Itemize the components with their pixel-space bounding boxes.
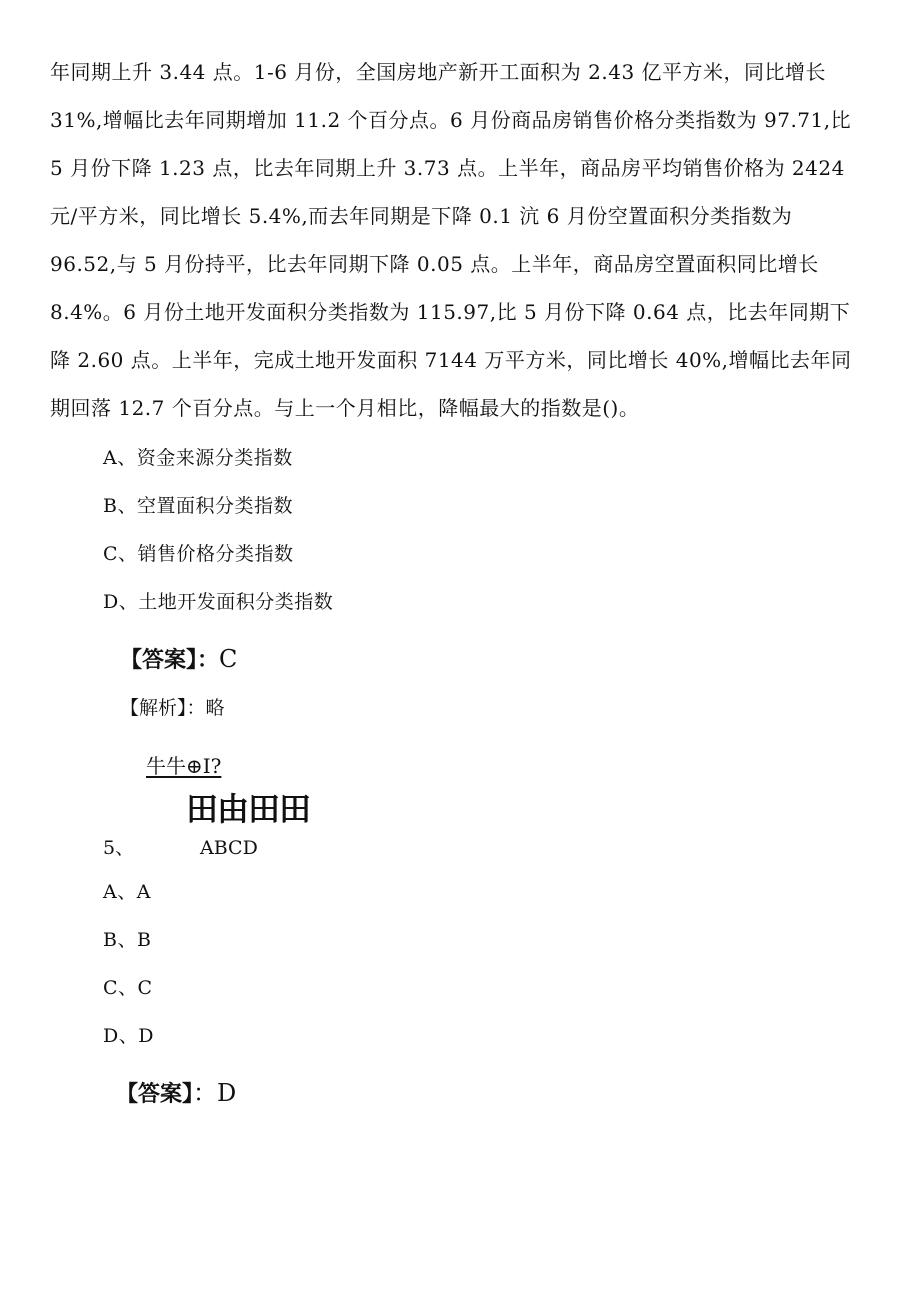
- question4-answer: [120, 646, 237, 674]
- question5-number: 5、: [103, 837, 135, 859]
- stem-line: 8.4%。6 月份土地开发面积分类指数为 115.97,比 5 月份下降 0.64 点，比去年同期下: [50, 300, 851, 324]
- stem-line: 31%,增幅比去年同期增加 11.2 个百分点。6 月份商品房销售价格分类指数为 97.71,比: [50, 108, 852, 132]
- question5-answer: [116, 1080, 236, 1108]
- question5-text: ABCD: [200, 837, 258, 859]
- option-a: A、A: [103, 881, 151, 903]
- answer-label: 【答案】: [116, 1082, 194, 1107]
- option-b: B、B: [103, 929, 152, 951]
- option-c: C、销售价格分类指数: [103, 543, 294, 565]
- stem-line: 降 2.60 点。上半年，完成土地开发面积 7144 万平方米，同比增长 40%,增幅比去年同: [50, 348, 852, 372]
- figure-caption: 牛牛⊕I?: [146, 754, 222, 778]
- option-a: A、资金来源分类指数: [103, 447, 293, 469]
- stem-line: 期回落 12.7 个百分点。与上一个月相比，降幅最大的指数是()。: [50, 396, 640, 420]
- option-d: D、D: [103, 1025, 154, 1047]
- answer-value: C: [219, 645, 238, 673]
- option-b: B、空置面积分类指数: [103, 495, 293, 517]
- answer-value: ：D: [193, 1079, 237, 1107]
- analysis-label: 【解析】：: [120, 697, 206, 719]
- stem-line: 96.52,与 5 月份持平，比去年同期下降 0.05 点。上半年，商品房空置面积同比增长: [50, 252, 819, 276]
- stem-line: 年同期上升 3.44 点。1-6 月份，全国房地产新开工面积为 2.43 亿平方米，同比增长: [50, 60, 827, 84]
- analysis-value: 略: [205, 697, 225, 719]
- stem-line: 5 月份下降 1.23 点，比去年同期上升 3.73 点。上半年，商品房平均销售价格为 2424: [50, 156, 845, 180]
- answer-label: 【答案】：: [120, 648, 220, 673]
- option-d: D、土地开发面积分类指数: [103, 591, 334, 613]
- question4-analysis: [120, 696, 225, 720]
- option-c: C、C: [103, 977, 153, 999]
- stem-line: 元/平方米，同比增长 5.4%,而去年同期是下降 0.1 沆 6 月份空置面积分类指数为: [50, 204, 793, 228]
- figure-glyphs: 田由田田: [186, 790, 311, 828]
